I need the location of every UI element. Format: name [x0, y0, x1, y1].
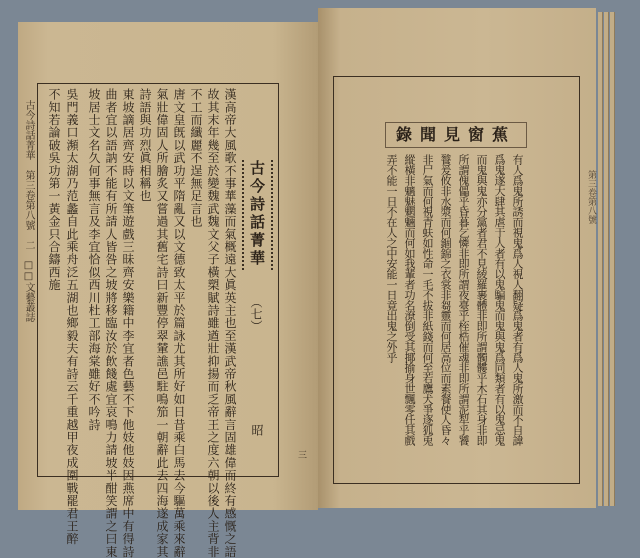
page-stack-edge — [610, 12, 615, 506]
page-stack-edge — [598, 12, 603, 506]
text-column: 漢高帝大風歌不事華藻而氣概遠大眞英主也至漢武帝秋風辭言固雄偉而終有感慨之語 — [223, 88, 237, 558]
page-stack-edge — [604, 12, 609, 506]
author-name: 昭 — [250, 424, 264, 436]
column-heading: 古今詩話菁華 — [242, 160, 273, 270]
text-column: 東坡謫居齊安時以文筆遊戲三昧齊安樂籍中李宜者色藝不下他妓他妓因燕席中有得詩 — [121, 88, 135, 558]
text-column: 弄不能一日不在人之中安能一日竟出鬼之外乎 — [385, 154, 398, 363]
text-column: 有人爲鬼所誘而視鬼爲人視人翻疑爲鬼者有爲人鬼所激而不自諱 — [511, 154, 524, 446]
text-column: 曲者宜以語訥不能有所請人皆咎之坡將移臨汝於飲餞處宜哀鳴力請坡半酣笑謂之曰東 — [104, 88, 118, 558]
text-column: 而鬼與鬼亦分黨者君不見綾羅裹體非即所謂髑髏乎木石其身非即 — [475, 154, 488, 446]
text-column: 餮爰攸非水漿而何錮錦之衣裳非芻靈而何居高位而素餐使人昏々 — [439, 154, 452, 446]
page-number: 三 — [296, 450, 306, 459]
text-column: 不工而纖麗不逞無足言也 — [189, 88, 203, 228]
text-column: 詩語與功烈眞相稱也 — [138, 88, 152, 203]
spine-text: 古今詩話菁華 第三卷第八號 二 □□文藝叢誌 — [23, 100, 34, 322]
page-edge-text: 第三卷第八號 — [586, 170, 596, 224]
text-column: 不知若論破吳功第一黃金只合鑄西施 — [47, 88, 61, 292]
text-column: 坡居士文名久何事無言及李宜恰似西川杜工部海棠雖好不吟詩 — [87, 88, 101, 431]
text-column: 唐文皇旣以武功平隋亂又以文德致太平於篇詠尤其所好如日昔乘白馬去今驅萬乘來辭 — [172, 88, 186, 558]
article-title: 蕉窗見聞錄 — [385, 122, 527, 148]
text-column: 所謂傀儡乎昏暮乞憐非即所謂夜臺乎桎梏催魂非即所謂泥犁乎饕 — [457, 154, 470, 446]
text-column: 氣壯偉固人所膾炙又嘗過其舊宅詩曰新豐停翠輦譙邑駐鳴笳一朝辭此去四海遂成家其 — [155, 88, 169, 558]
volume-number: （七） — [249, 296, 263, 332]
text-column: 吳門義口瀕太湖乃范蠡自此乘舟泛五湖也鄉毅夫有詩云千重越甲夜成圍戰罷君王醉 — [65, 88, 79, 546]
text-column: 爲鬼遂大肆其虐于人者有以鬼騙鬼而鬼與鬼爲同類者有以鬼忌鬼 — [493, 154, 506, 446]
text-column: 故其末年幾至於變魏武魏文父子橫槊賦詩雖遒壯抑揚而乏帝王之度六朝以後人主背非 — [206, 88, 220, 558]
text-column: 非尸氣而何視青蚨如性命一毛不拔非紙錢而何至若鷹犬爭逐狐兎 — [421, 154, 434, 446]
text-column: 縱橫非魑魅魍魎而何如我輩者功名潦倒受其揶揄身世飄零任其戲 — [403, 154, 416, 446]
